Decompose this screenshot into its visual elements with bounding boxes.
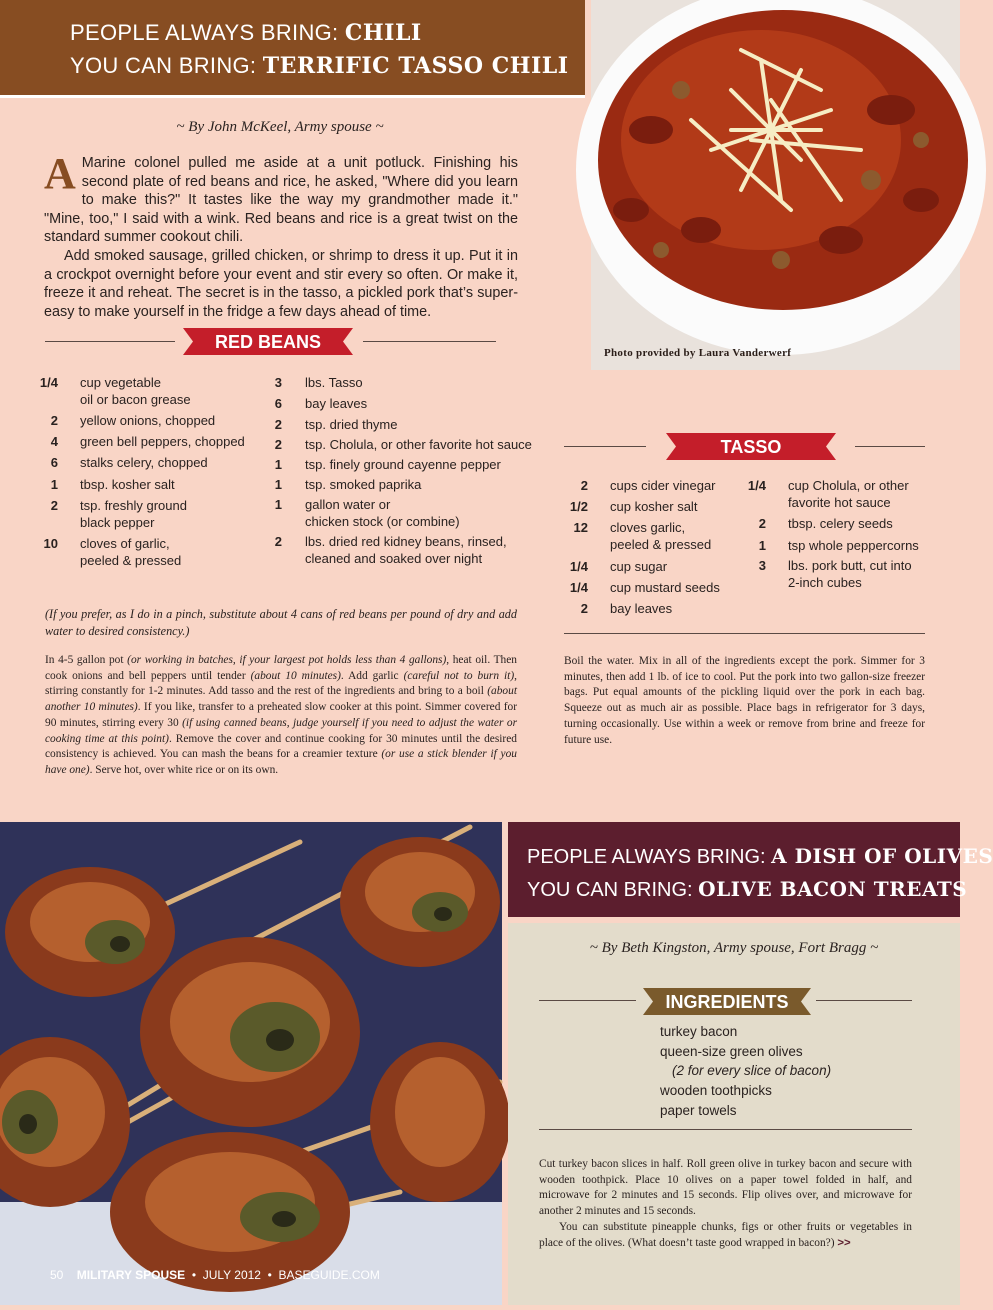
method-text: , heat oil. Then cook onions and bell peppers until tender	[45, 654, 518, 682]
method-aside: (about another 10 minutes)	[45, 685, 517, 714]
issue-date: JULY 2012	[202, 1268, 261, 1282]
ingredient-text: tsp. dried thyme	[305, 417, 398, 432]
ingredient-text: bay leaves	[610, 601, 673, 616]
ingredient-text: lbs. dried red kidney beans, rinsed, cleaned and soaked over night	[305, 534, 507, 566]
chili-intro	[44, 149, 518, 321]
list-item: wooden toothpicks	[660, 1083, 772, 1099]
ingredient-quantity: 1/2	[569, 499, 588, 514]
photo-credit: Photo provided by Laura Vanderwerf	[604, 347, 792, 359]
red-beans-method	[45, 653, 517, 779]
method-text: . Add garlic	[340, 669, 404, 682]
ingredient-text: gallon water or chicken stock (or combine)	[305, 497, 460, 529]
continue-arrow[interactable]: >>	[837, 1236, 851, 1249]
ingredient-text: tsp. freshly ground black pepper	[80, 498, 187, 530]
tasso-rule-bottom	[564, 633, 925, 634]
method-aside: (or working in batches, if your largest pot holds less than 4 gallons)	[127, 654, 447, 666]
ingredient-text: tsp. Cholula, or other favorite hot sauce	[305, 437, 532, 452]
ingredient-quantity: 2	[758, 516, 766, 531]
list-item: (2 for every slice of bacon)	[672, 1063, 832, 1079]
method-text: , stirring constantly for 1-2 minutes. Add tasso and the rest of the ingredients and bring to a boil	[45, 669, 517, 698]
method-aside: (about 10 minutes)	[250, 669, 341, 682]
ingredient-quantity: 2	[274, 534, 282, 549]
drop-cap: A	[44, 149, 76, 198]
ingredient-quantity: 1/4	[39, 375, 58, 390]
ingredients-rule-right	[816, 1000, 912, 1001]
tasso-method: Boil the water. Mix in all of the ingredients except the pork. Simmer for 3 minutes, then add 1 lb. of ice to cool. Put the pork into two gallon-size freezer bags. Put equal amounts of the pickling liquid over the pork in each bag. Squeeze out as much air as possible. Place bags in refrigerator for 3 days, turning occasionally. Use within a week or remove from brine and freeze for future use.	[564, 655, 925, 746]
ingredient-quantity: 10	[43, 536, 58, 551]
tasso-rule-left	[564, 446, 646, 447]
tasso-rule-right	[855, 446, 925, 447]
red-beans-rule-right	[363, 341, 496, 342]
chili-header	[0, 0, 585, 95]
method-aside: (careful not to burn it)	[403, 669, 515, 682]
magazine-name: MILITARY SPOUSE	[76, 1268, 186, 1282]
olives-header	[508, 822, 993, 917]
ingredient-quantity: 1/4	[569, 559, 588, 574]
ingredient-quantity: 2	[580, 478, 588, 493]
olives-method	[539, 1157, 912, 1251]
ingredient-text: tsp whole peppercorns	[788, 538, 919, 553]
olive-bacon-photo	[0, 822, 502, 1305]
ingredient-text: cup vegetable oil or bacon grease	[80, 375, 191, 407]
ingredients-rule-bottom	[539, 1129, 912, 1130]
ingredient-text: yellow onions, chopped	[80, 413, 216, 428]
ingredient-text: lbs. pork butt, cut into 2-inch cubes	[788, 558, 912, 590]
ingredient-text: tsp. smoked paprika	[305, 477, 422, 492]
ingredient-text: cup mustard seeds	[610, 580, 720, 595]
page-footer	[50, 1268, 380, 1282]
footer-separator: •	[191, 1268, 197, 1282]
ingredient-text: stalks celery, chopped	[80, 455, 208, 470]
header-divider	[0, 95, 585, 98]
method-text: . Remove the cover and continue cooking for 30 minutes until the desired consistency is achieved. You can mash the beans for a creamier texture	[45, 732, 517, 761]
olives-byline: ~ By Beth Kingston, Army spouse, Fort Bragg ~	[589, 940, 879, 956]
chili-photo	[591, 0, 960, 370]
intro-paragraph-1: Marine colonel pulled me aside at a unit potluck. Finishing his second plate of red beans and rice, he asked, "Where did you learn to make this?" It tastes like the way my grandmother made it." "Mine, too," I said with a wink. Red beans and rice is a great twist on the standard summer cookout chili.	[44, 155, 518, 246]
ingredient-text: cup Cholula, or other favorite hot sauce	[788, 478, 909, 510]
method-text: In 4-5 gallon pot	[45, 654, 128, 666]
olive-bacon-illustration	[0, 822, 502, 1305]
ingredient-quantity: 3	[758, 558, 766, 573]
ingredient-text: cloves of garlic, peeled & pressed	[80, 536, 182, 568]
list-item: queen-size green olives	[660, 1043, 803, 1059]
olives-header-line2: YOU CAN BRING: OLIVE BACON TREATS	[527, 877, 968, 901]
ingredient-text: bay leaves	[305, 396, 368, 411]
ingredient-quantity: 6	[50, 455, 58, 470]
ingredient-quantity: 2	[274, 417, 282, 432]
ingredient-text: cup kosher salt	[610, 499, 698, 514]
method-text: . If you like, transfer to a preheated slow cooker at this point. Simmer covered for 90 minutes, stirring every 30	[45, 701, 518, 729]
ingredient-quantity: 6	[274, 396, 282, 411]
ingredient-quantity: 12	[573, 520, 588, 535]
chili-header-line2: YOU CAN BRING: TERRIFIC TASSO CHILI	[70, 53, 569, 79]
ingredient-text: tbsp. celery seeds	[788, 516, 893, 531]
ingredient-text: cups cider vinegar	[610, 478, 716, 493]
ingredient-quantity: 1/4	[747, 478, 766, 493]
ingredients-title: INGREDIENTS	[665, 992, 789, 1012]
list-item: turkey bacon	[660, 1024, 738, 1039]
ingredient-text: cup sugar	[610, 559, 668, 574]
ingredient-quantity: 1	[274, 477, 282, 492]
chili-header-line1: PEOPLE ALWAYS BRING: CHILI	[70, 20, 422, 46]
method-aside: (or use a stick blender if you have one)	[45, 748, 517, 776]
olives-method-p1: Cut turkey bacon slices in half. Roll green olive in turkey bacon and secure with wooden toothpick. Place 10 olives on a paper towel folded in half, and microwave for 2 minutes and 15 seconds. Flip olives over, and microwave for another 2 minutes and 15 seconds.	[539, 1158, 912, 1218]
ingredient-text: cloves garlic, peeled & pressed	[610, 520, 712, 552]
olives-method-p2	[539, 1220, 912, 1251]
footer-separator: •	[267, 1268, 272, 1282]
ingredient-text: green bell peppers, chopped	[80, 434, 245, 449]
red-beans-note: (If you prefer, as I do in a pinch, substitute about 4 cans of red beans per pound of dry and add water to desired consistency.)	[45, 607, 517, 638]
page-number: 50	[50, 1268, 64, 1282]
chili-bowl-illustration	[591, 0, 960, 370]
site-url: BASEGUIDE.COM	[278, 1268, 380, 1282]
ingredient-text: tbsp. kosher salt	[80, 477, 175, 492]
ingredients-rule-left	[539, 1000, 636, 1001]
method-text: . Serve hot, over white rice or on its own.	[89, 763, 279, 776]
olives-method-p2-text: You can substitute pineapple chunks, figs or other fruits or vegetables in place of the olives. (What doesn’t taste good wrapped in bacon?)	[539, 1220, 912, 1249]
olives-header-line1: PEOPLE ALWAYS BRING: A DISH OF OLIVES	[527, 844, 993, 868]
ingredient-quantity: 2	[50, 413, 58, 428]
ingredient-text: lbs. Tasso	[305, 375, 363, 390]
chili-byline: ~ By John McKeel, Army spouse ~	[176, 119, 384, 135]
ingredient-quantity: 2	[50, 498, 58, 513]
ingredient-quantity: 1	[274, 497, 282, 512]
red-beans-rule-left	[45, 341, 175, 342]
olives-ingredient-list	[660, 1022, 831, 1121]
ingredient-text: tsp. finely ground cayenne pepper	[305, 457, 501, 472]
ingredient-quantity: 2	[580, 601, 588, 616]
ingredient-quantity: 4	[50, 434, 58, 449]
ingredient-quantity: 1	[758, 538, 766, 553]
ingredient-quantity: 2	[274, 437, 282, 452]
intro-paragraph-2: Add smoked sausage, grilled chicken, or shrimp to dress it up. Put it in a crockpot overnight before your event and stir every so often. Or make it, freeze it and reheat. The secret is in the tasso, a pickled pork that’s super-easy to make yourself in the fridge a few days ahead of time.	[44, 247, 518, 320]
red-beans-title: RED BEANS	[214, 332, 321, 352]
ingredient-quantity: 1	[274, 457, 282, 472]
ingredient-quantity: 3	[274, 375, 282, 390]
tasso-title: TASSO	[720, 437, 782, 457]
list-item: paper towels	[660, 1102, 737, 1118]
ingredient-quantity: 1/4	[569, 580, 588, 595]
ingredient-quantity: 1	[50, 477, 58, 492]
method-aside: (if using canned beans, judge yourself if you need to adjust the water or cooking time at this point)	[45, 716, 517, 745]
